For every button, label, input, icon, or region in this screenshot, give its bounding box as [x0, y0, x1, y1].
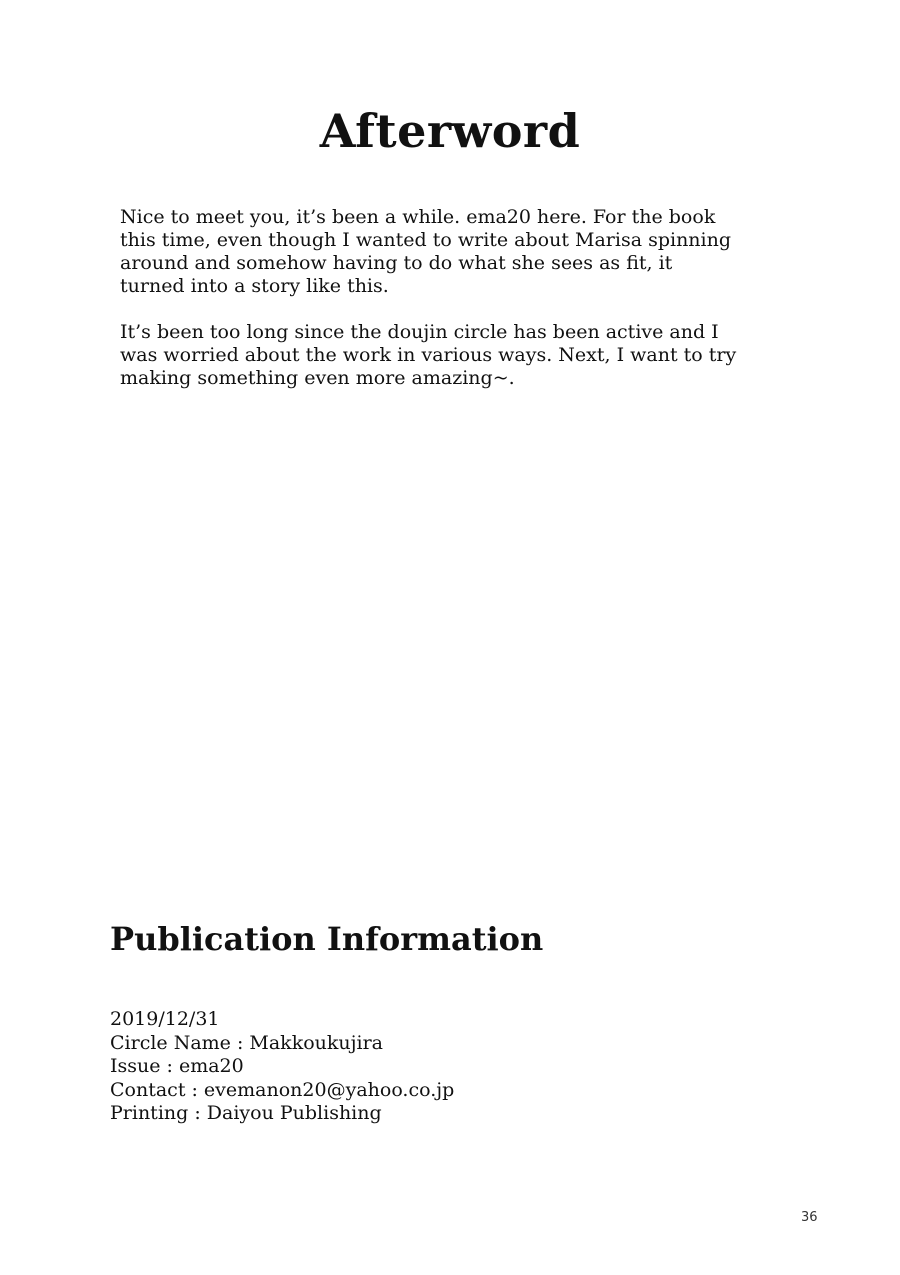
paragraph-line: this time, even though I wanted to write about Marisa spinning — [120, 229, 732, 251]
publication-issue: Issue : ema20 — [110, 1055, 244, 1077]
paragraph-line: making something even more amazing~. — [120, 367, 515, 389]
publication-date: 2019/12/31 — [110, 1008, 220, 1030]
paragraph-line: Nice to meet you, it’s been a while. ema20 here. For the book — [120, 206, 716, 228]
page-number: 36 — [801, 1210, 818, 1225]
publication-contact: Contact : evemanon20@yahoo.co.jp — [110, 1078, 455, 1101]
paragraph-line: turned into a story like this. — [120, 275, 389, 297]
publication-info-list — [110, 1008, 454, 1126]
paragraph-line: was worried about the work in various ways. Next, I want to try — [120, 344, 737, 366]
publication-printing: Printing : Daiyou Publishing — [110, 1102, 382, 1124]
afterword-paragraph-1 — [120, 206, 800, 298]
paragraph-line: around and somehow having to do what she sees as fit, it — [120, 252, 673, 274]
publication-info-heading: Publication Information — [110, 920, 544, 958]
paragraph-line: It’s been too long since the doujin circle has been active and I — [120, 321, 719, 343]
publication-circle-name: Circle Name : Makkoukujira — [110, 1031, 384, 1054]
afterword-paragraph-2 — [120, 321, 800, 390]
afterword-title: Afterword — [319, 104, 581, 158]
